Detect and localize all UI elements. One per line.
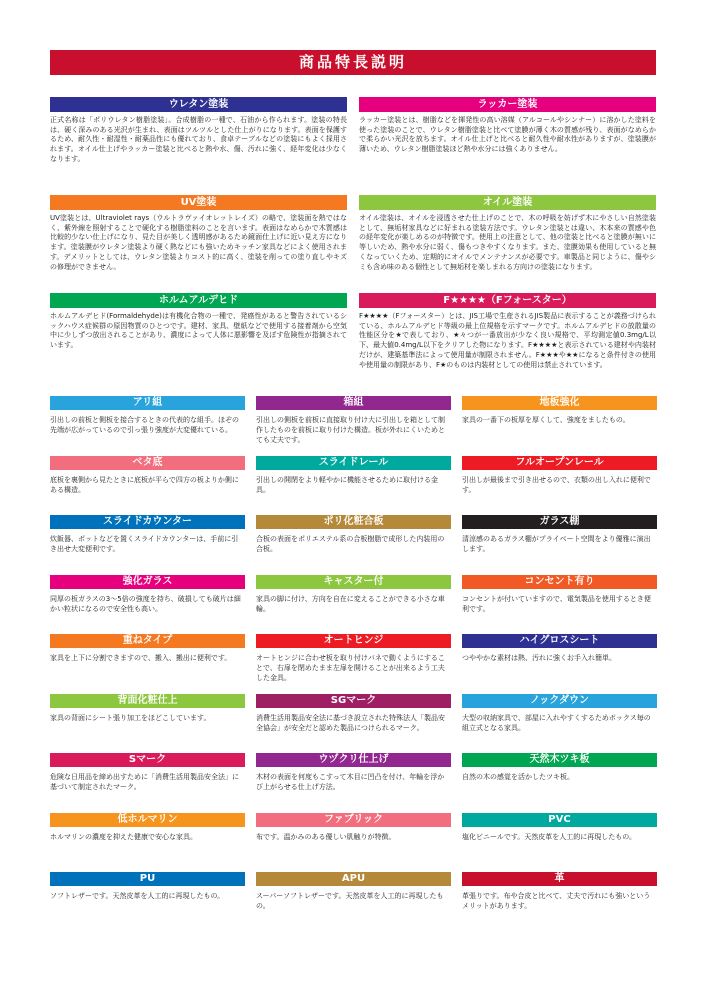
feature-block [359,195,656,272]
feature-cell [256,456,451,495]
feature-heading: ガラス棚 [462,515,657,529]
feature-heading: APU [256,872,451,886]
feature-heading: 地板強化 [462,396,657,410]
feature-description: 同厚の板ガラスの3～5倍の強度を持ち、破損しても破片は細かい粒状になるので安全性も高い。 [50,594,241,613]
feature-heading: フルオープンレール [462,456,657,470]
feature-heading: 天然木ツキ板 [462,753,657,767]
feature-heading: キャスター付 [256,575,451,589]
feature-cell [256,694,451,733]
feature-cell [462,634,657,663]
feature-description: UV塗装とは、Ultraviolet rays（ウルトラヴァイオレットレイズ）の略で、塗装面を熱ではなく、紫外線を照射することで硬化する樹脂塗料のことを言います。表面はなめらかで木質感は比較的少ない仕上げになり、見た目が美しく透明感があるため鏡面仕上げに近い見え方になります。塗装膜がウレタン塗装より硬く熱などにも強いためキッチン家具などによく使用されます。デメリットとしては、ウレタン塗装よりコスト的に高く、塗装を削っての塗り直しやキズの修理ができません。 [50,214,347,271]
feature-description: 自然の木の感覚を活かしたツキ板。 [462,773,574,781]
feature-cell [256,396,451,445]
feature-description: 木材の表面を何度もこすって木目に凹凸を付け、年輪を浮かび上がらせる仕上げ方法。 [256,773,445,791]
feature-cell [256,813,451,842]
feature-heading: PVC [462,813,657,827]
feature-heading: アリ組 [50,396,245,410]
feature-cell [50,575,245,614]
feature-description: 底板を裏側から見たときに底板が平らで四方の板よりか側にある構造。 [50,475,239,494]
feature-heading: ハイグロスシート [462,634,657,648]
feature-heading: SGマーク [256,694,451,708]
feature-description: 引出しが最後まで引き出せるので、衣類の出し入れに便利です。 [462,475,651,494]
feature-cell [50,694,245,723]
feature-description: つややかな素材は熱、汚れに強くお手入れ簡単。 [462,654,616,662]
feature-heading: Sマーク [50,753,245,767]
feature-heading: PU [50,872,245,886]
feature-description: 塩化ビニールです。天然皮革を人工的に再現したもの。 [462,832,637,841]
feature-heading: オイル塗装 [359,195,656,210]
feature-heading: スライドカウンター [50,515,245,529]
feature-description: オートヒンジに合わせ板を取り付けバネで動くようにすることで、右扉を閉めたまま左扉を開けることが出来るよう工夫した金具。 [256,654,445,682]
feature-description: 炊飯器、ポットなどを置くスライドカウンターは、手前に引き出せ大変便利です。 [50,535,239,553]
feature-heading: ポリ化粧合板 [256,515,451,529]
feature-heading: ファブリック [256,813,451,827]
feature-heading: 箱組 [256,396,451,410]
feature-block [359,293,656,370]
feature-heading: スライドレール [256,456,451,470]
feature-description: 布です。温かみのある優しい肌触りが特徴。 [256,832,396,841]
feature-heading: ラッカー塗装 [359,97,656,112]
feature-cell [462,575,657,614]
feature-description: 家具の脚に付け、方向を自在に変えることができる小さな車輪。 [256,594,445,613]
feature-heading: ホルムアルデヒド [50,293,347,308]
feature-block [50,293,347,351]
feature-description: ホルムアルデヒド(Formaldehyde)は有機化合物の一種で、発癌性があると警告されているシックハウス症候群の原因物質のひとつです。建材、家具、壁紙などで使用する接着剤から空気中に少しずつ放出されることがあり、濃度によって人体に悪影響を及ぼす危険性が指摘されています。 [50,312,347,350]
feature-cell [50,456,245,495]
feature-description: ラッカー塗装とは、樹脂などを揮発性の高い溶媒（アルコールやシンナー）に溶かした塗料を使った塗装のことで、ウレタン樹脂塗装と比べて塗膜が薄く木の質感が残り、表面がなめらかで柔らかい光沢を放ちます。オイル仕上げと比べると耐久性や耐水性がありますが、塗装膜が薄いため、ウレタン樹脂塗装ほど熱や水分には強くありません。 [359,116,656,154]
feature-cell [462,753,657,782]
feature-block [359,97,656,155]
feature-description: ホルマリンの濃度を抑えた健康で安心な家具。 [50,832,197,841]
feature-description: ソフトレザーです。天然皮革を人工的に再現したもの。 [50,892,225,900]
feature-cell [256,575,451,614]
feature-cell [50,634,245,663]
feature-description: 革張りです。布や合皮と比べて、丈夫で汚れにも強いというメリットがあります。 [462,892,651,910]
feature-description: 危険な日用品を締め出すために「消費生活用製品安全法」に基づいて制定されたマーク。 [50,773,239,791]
feature-block [50,97,347,165]
feature-heading: UV塗装 [50,195,347,210]
feature-description: 家具の一番下の板厚を厚くして、強度をましたもの。 [462,416,630,424]
page-title: 商品特長説明 [50,50,656,75]
feature-heading: ベタ底 [50,456,245,470]
feature-cell [50,813,245,842]
feature-heading: 強化ガラス [50,575,245,589]
feature-cell [462,396,657,425]
feature-cell [256,872,451,911]
feature-description: 大型の収納家具で、部屋に入れやすくするためボックス毎の組立式となる家具。 [462,713,651,732]
feature-cell [50,396,245,435]
feature-cell [50,872,245,901]
feature-heading: コンセント有り [462,575,657,589]
feature-cell [462,456,657,495]
feature-description: コンセントが付いていますので、電気製品を使用するとき便利です。 [462,594,651,613]
feature-heading: オートヒンジ [256,634,451,648]
feature-heading: 低ホルマリン [50,813,245,827]
feature-description: F★★★★（Fフォースター）とは、JIS工場で生産されるJIS製品に表示することが義務づけられている、ホルムアルデヒド等級の最上位規格を示すマークです。ホルムアルデヒドの放散量の性能区分を★で表しており、★々つが一番放出が少なく良い規格で、平均測定値0.3mg/L以下、最大値0.4mg/L以下をクリアした物になります。F★★★★と表示されている建材や内装材だけが、建築基準法によって使用量が制限されません。F★★★や★★になると条件付きの使用や使用量の制限があり、F★のものは内装材としての使用は禁止されています。 [359,312,656,369]
feature-description: 引出しの前板と側板を接合するときの代表的な組手。ほぞの先端が広がっているので引っ張り強度が大変優れている。 [50,416,239,434]
feature-cell [462,694,657,733]
feature-heading: 背面化粧仕上 [50,694,245,708]
feature-description: オイル塗装は、オイルを浸透させた仕上げのことで、木の呼吸を妨げず木にやさしい自然塗装として、無垢材家具などに好まれる塗装方法です。ウレタン塗装とは違い、木本来の質感や色の経年変化が楽しめるのが特徴です。使用上の注意として、他の塗装と比べると塗膜が無いに等しいため、熱や水分に弱く、傷もつきやすくなります。また、塗膜効果も使用していると無くなっていくため、定期的にオイルでメンテナンスが必要です。車製品と同じように、傷やシミも含め味のある個性として無垢材を楽しまれる方向けの塗装になります。 [359,214,656,271]
feature-cell [462,872,657,911]
feature-description: 家具の背面にシート張り加工をほどこしています。 [50,713,211,722]
feature-cell [462,813,657,842]
feature-description: スーパーソフトレザーです。天然皮革を人工的に再現したもの。 [256,892,444,910]
feature-description: 正式名称は「ポリウレタン樹脂塗装」。合成樹脂の一種で、石油から作られます。塗装の特長は、硬く深みのある光沢が生まれ、表面はツルツルとした仕上がりになります。表面を保護するため、耐久性・耐湿性・耐薬品性にも優れており、食卓テーブルなどの塗装にもよく採用されます。オイル仕上げやラッカー塗装と比べると熱や水、傷、汚れに強く、経年変化は少なくなります。 [50,116,347,163]
feature-cell [256,634,451,683]
feature-description: 家具を上下に分割できますので、搬入、搬出に便利です。 [50,654,232,662]
feature-heading: 重ねタイプ [50,634,245,648]
feature-cell [256,515,451,554]
feature-heading: ノックダウン [462,694,657,708]
feature-cell [50,753,245,792]
feature-cell [462,515,657,554]
feature-description: 合板の表面をポリエステル系の合板樹脂で成形した内装用の合板。 [256,535,445,553]
feature-heading: 革 [462,872,657,886]
feature-description: 消費生活用製品安全法に基づき設立された特殊法人「製品安全協会」が安全だと認めた製品につけられるマーク。 [256,713,445,732]
feature-description: 引出しの側板を前板に直接取り付け大に引出しを箱として制作したものを前板に取り付けた構造。板が外れにくいためとても丈夫です。 [256,416,445,444]
feature-cell [50,515,245,554]
feature-heading: F★★★★（Fフォースター） [359,293,656,308]
feature-block [50,195,347,272]
feature-heading: ウヅクリ仕上げ [256,753,451,767]
feature-heading: ウレタン塗装 [50,97,347,112]
feature-cell [256,753,451,792]
feature-description: 引出しの開閉をより軽やかに機能させるために取付ける金具。 [256,475,438,494]
feature-description: 清涼感のあるガラス棚がプライベート空間をより優雅に演出します。 [462,535,651,553]
